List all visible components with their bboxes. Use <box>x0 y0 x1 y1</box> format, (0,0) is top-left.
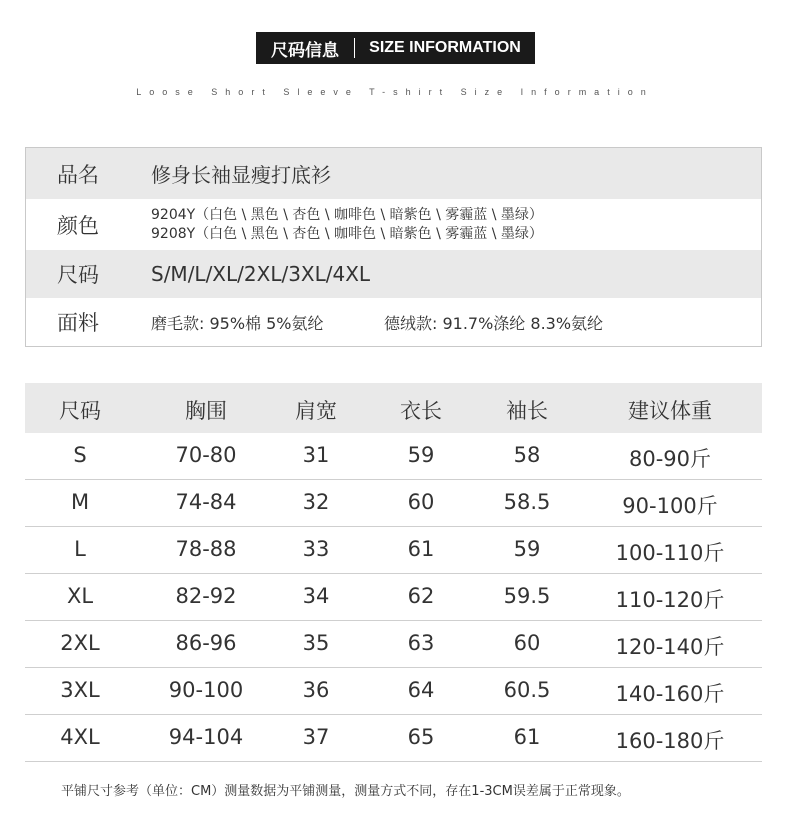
cell-weight: 140-160斤 <box>615 682 725 706</box>
info-row-color <box>26 199 761 250</box>
cell-shoulder: 37 <box>302 725 330 749</box>
fabric-value-2: 德绒款: 91.7%涤纶 8.3%氨纶 <box>384 313 604 333</box>
cell-size: 2XL <box>60 631 100 655</box>
subtitle: Loose Short Sleeve T-shirt Size Information <box>136 87 654 97</box>
header-weight: 建议体重 <box>628 399 712 423</box>
cell-size: XL <box>66 584 94 608</box>
table-row <box>25 574 762 621</box>
cell-sleeve: 59.5 <box>503 584 551 608</box>
cell-length: 61 <box>407 537 435 561</box>
cell-sleeve: 61 <box>513 725 541 749</box>
cell-sleeve: 58.5 <box>503 490 551 514</box>
color-line-2: 9208Y（白色 \ 黑色 \ 杏色 \ 咖啡色 \ 暗紫色 \ 雾霾蓝 \ 墨绿） <box>151 225 543 242</box>
cell-size: 3XL <box>60 678 100 702</box>
cell-length: 65 <box>407 725 435 749</box>
cell-weight: 90-100斤 <box>622 494 718 518</box>
header-length: 衣长 <box>400 399 442 423</box>
table-row <box>25 527 762 574</box>
info-row-size <box>26 250 761 298</box>
cell-shoulder: 31 <box>302 443 330 467</box>
cell-shoulder: 35 <box>302 631 330 655</box>
cell-weight: 120-140斤 <box>615 635 725 659</box>
cell-shoulder: 33 <box>302 537 330 561</box>
cell-shoulder: 36 <box>302 678 330 702</box>
color-label: 颜色 <box>57 213 99 238</box>
cell-sleeve: 60.5 <box>503 678 551 702</box>
cell-shoulder: 32 <box>302 490 330 514</box>
name-label: 品名 <box>57 162 99 187</box>
cell-weight: 100-110斤 <box>615 541 725 565</box>
cell-chest: 82-92 <box>175 584 237 608</box>
header-shoulder: 肩宽 <box>295 399 337 423</box>
cell-length: 63 <box>407 631 435 655</box>
cell-weight: 160-180斤 <box>615 729 725 753</box>
cell-chest: 74-84 <box>175 490 237 514</box>
color-values <box>151 206 543 244</box>
cell-sleeve: 59 <box>513 537 541 561</box>
color-line-1: 9204Y（白色 \ 黑色 \ 杏色 \ 咖啡色 \ 暗紫色 \ 雾霾蓝 \ 墨绿） <box>151 206 543 223</box>
info-row-fabric <box>26 298 761 346</box>
cell-size: 4XL <box>60 725 100 749</box>
cell-length: 62 <box>407 584 435 608</box>
product-info-box <box>25 147 762 347</box>
fabric-label: 面料 <box>57 311 99 335</box>
cell-sleeve: 60 <box>513 631 541 655</box>
header-size: 尺码 <box>59 399 101 423</box>
cell-size: M <box>70 490 90 514</box>
info-row-name <box>26 148 761 199</box>
size-value: S/M/L/XL/2XL/3XL/4XL <box>151 262 371 286</box>
header-chest: 胸围 <box>185 399 227 423</box>
cell-length: 64 <box>407 678 435 702</box>
size-label: 尺码 <box>57 263 99 287</box>
title-badge <box>256 32 535 64</box>
cell-length: 60 <box>407 490 435 514</box>
table-row <box>25 433 762 480</box>
cell-chest: 86-96 <box>175 631 237 655</box>
cell-shoulder: 34 <box>302 584 330 608</box>
cell-size: S <box>73 443 87 467</box>
name-value: 修身长袖显瘦打底衫 <box>151 163 331 187</box>
cell-chest: 78-88 <box>175 537 237 561</box>
title-cn: 尺码信息 <box>271 40 339 61</box>
cell-weight: 80-90斤 <box>628 447 712 471</box>
cell-length: 59 <box>407 443 435 467</box>
cell-size: L <box>74 537 86 561</box>
size-table-header <box>25 383 762 433</box>
table-row <box>25 480 762 527</box>
cell-sleeve: 58 <box>513 443 541 467</box>
title-en: SIZE INFORMATION <box>369 39 521 56</box>
cell-weight: 110-120斤 <box>615 588 725 612</box>
table-row <box>25 668 762 715</box>
table-row <box>25 715 762 762</box>
cell-chest: 94-104 <box>168 725 244 749</box>
measurement-footnote: 平铺尺寸参考（单位：CM）测量数据为平铺测量，测量方式不同，存在1-3CM误差属于正常现象。 <box>61 784 630 799</box>
cell-chest: 90-100 <box>168 678 244 702</box>
table-row <box>25 621 762 668</box>
header-sleeve: 袖长 <box>506 399 548 423</box>
fabric-value-1: 磨毛款: 95%棉 5%氨纶 <box>151 313 324 333</box>
cell-chest: 70-80 <box>175 443 237 467</box>
